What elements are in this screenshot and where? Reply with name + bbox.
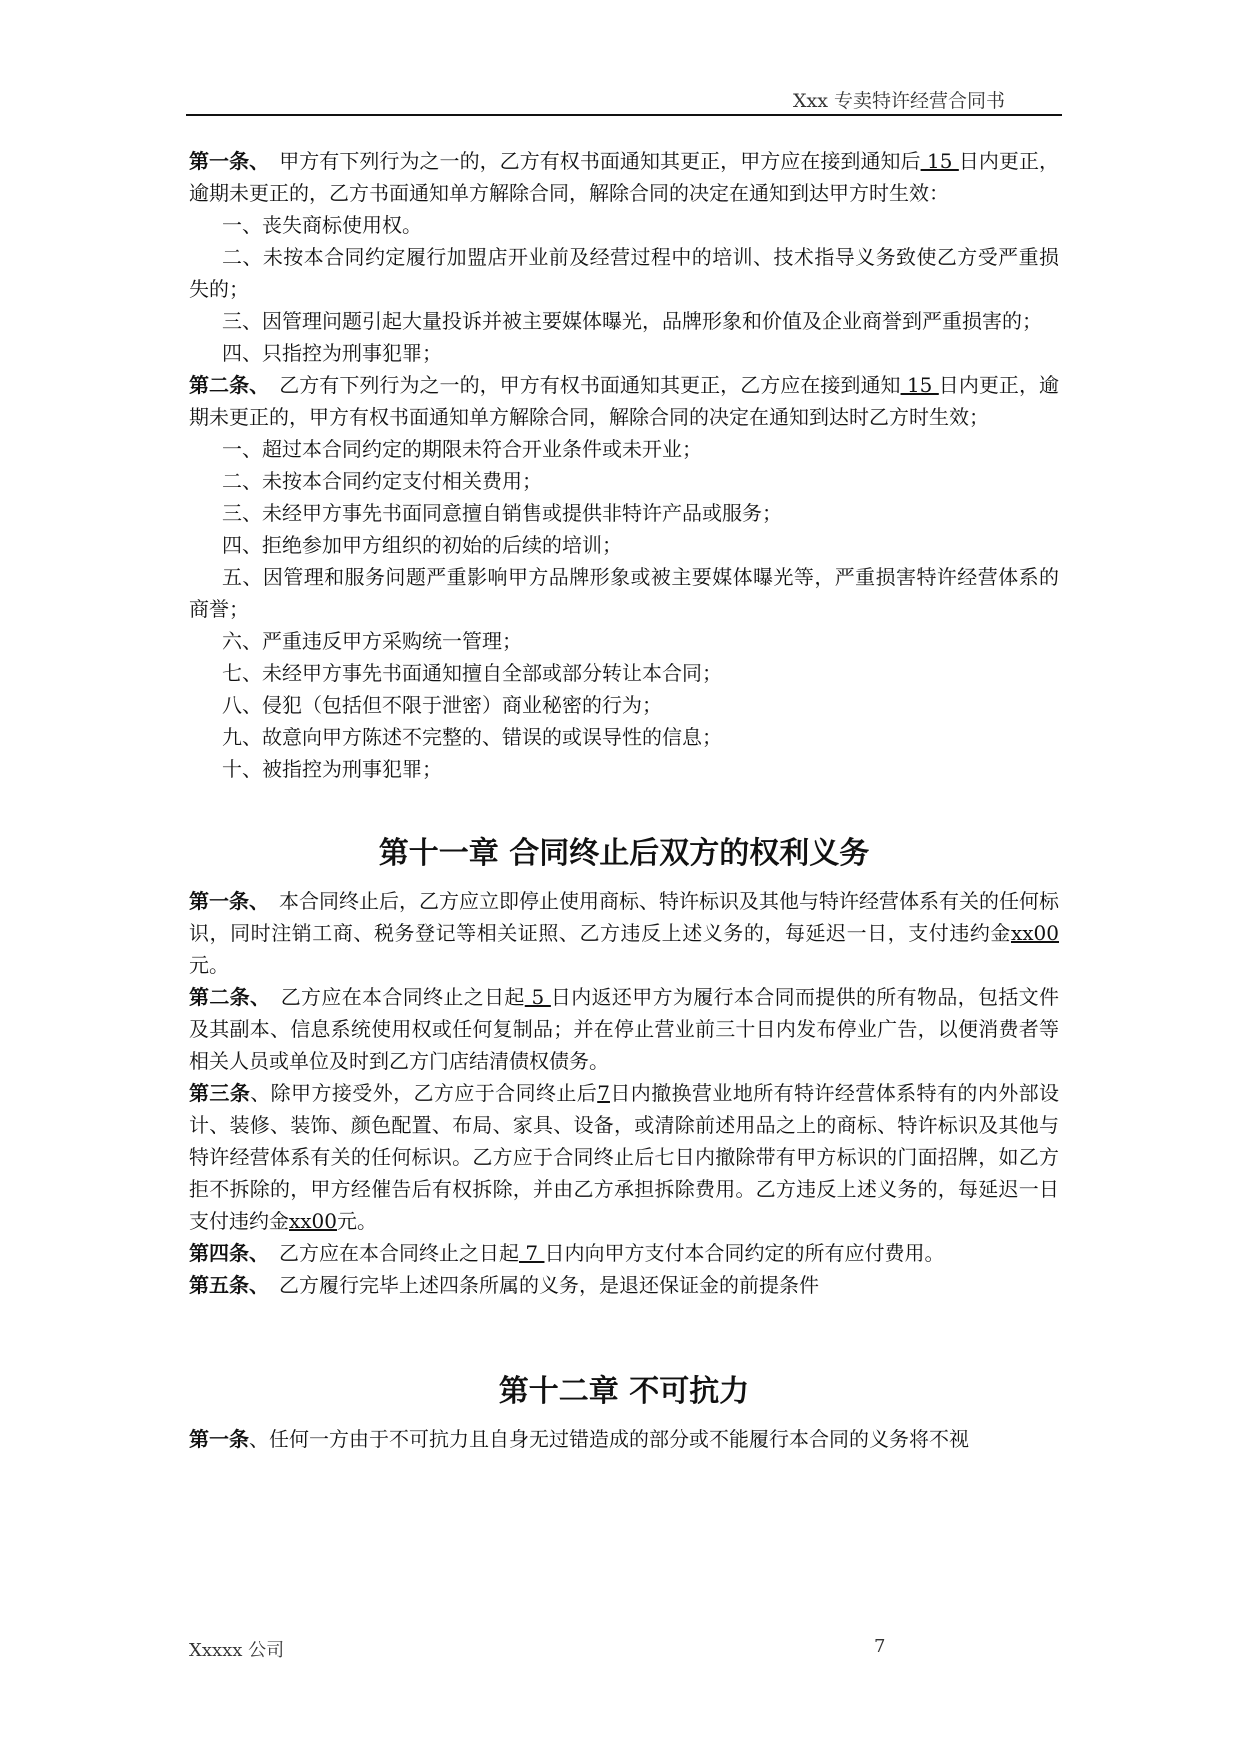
article-label: 第二条、 — [189, 373, 260, 397]
list-item: 三、因管理问题引起大量投诉并被主要媒体曝光，品牌形象和价值及企业商誉到严重损害的； — [222, 309, 1042, 333]
blank-days: 7 — [597, 1081, 610, 1105]
article-1 — [189, 145, 1059, 209]
article-2 — [189, 369, 1059, 433]
article-text: 日内返还甲方为履行本合同而提供的所有物品，包括文件及其副本、信息系统使用权或任何复制品；并在停止营业前三十日内发布停业广告，以便消费者等相关人员或单位及时到乙方门店结清债权债务。 — [189, 985, 1060, 1073]
article-text: 日内撤换营业地所有特许经营体系特有的内外部设计、装修、装饰、颜色配置、布局、家具、设备，或清除前述用品之上的商标、特许标识及其他与特许经营体系有关的任何标识。乙方应于合同终止后七日内撤除带有甲方标识的门面招牌，如乙方拒不拆除的，甲方经催告后有权拆除，并由乙方承担拆除费用。乙方违反上述义务的，每延迟一日支付违约金 — [189, 1081, 1060, 1233]
article-text: 本合同终止后，乙方应立即停止使用商标、特许标识及其他与特许经营体系有关的任何标识，同时注销工商、税务登记等相关证照、乙方违反上述义务的，每延迟一日，支付违约金 — [189, 889, 1059, 945]
article-text: 日内向甲方支付本合同约定的所有应付费用。 — [544, 1241, 945, 1265]
blank-days: 15 — [920, 149, 959, 173]
article-text: 乙方应在本合同终止之日起 — [260, 985, 525, 1009]
article-label: 第五条、 — [189, 1273, 259, 1297]
article-text: 甲方有下列行为之一的，乙方有权书面通知其更正，甲方应在接到通知后 — [259, 149, 921, 173]
article-text: 元。 — [189, 953, 229, 977]
article-label: 第三条 — [189, 1081, 251, 1105]
blank-amount: xx00 — [289, 1209, 338, 1233]
blank-days: 15 — [900, 373, 939, 397]
list-item: 十、被指控为刑事犯罪； — [222, 757, 442, 781]
ch11-article-2 — [189, 981, 1059, 1077]
chapter-12-title: 第十二章 不可抗力 — [498, 1374, 750, 1409]
list-item: 四、拒绝参加甲方组织的初始的后续的培训； — [222, 533, 622, 557]
ch11-article-1 — [189, 885, 1059, 981]
list-item: 一、丧失商标使用权。 — [222, 213, 422, 237]
list-item: 九、故意向甲方陈述不完整的、错误的或误导性的信息； — [222, 725, 722, 749]
article-label: 第一条、 — [189, 889, 259, 913]
list-item: 五、因管理和服务问题严重影响甲方品牌形象或被主要媒体曝光等，严重损害特许经营体系的商誉； — [189, 565, 1059, 621]
document-body — [189, 145, 1059, 1455]
article-text: 日内更正，逾期未更正的，乙方书面通知单方解除合同，解除合同的决定在通知到达甲方时生效： — [189, 149, 1059, 205]
list-item: 二、未按本合同约定支付相关费用； — [222, 469, 542, 493]
page-number: 7 — [874, 1636, 886, 1657]
list-item: 七、未经甲方事先书面通知擅自全部或部分转让本合同； — [222, 661, 722, 685]
article-label: 第四条、 — [189, 1241, 259, 1265]
list-item: 三、未经甲方事先书面同意擅自销售或提供非特许产品或服务； — [222, 501, 782, 525]
article-text: 日内更正，逾期未更正的，甲方有权书面通知单方解除合同，解除合同的决定在通知到达时乙方时生效； — [189, 373, 1060, 429]
ch11-article-3 — [189, 1077, 1059, 1237]
article-text: 乙方有下列行为之一的，甲方有权书面通知其更正，乙方应在接到通知 — [259, 373, 901, 397]
page-header — [0, 86, 1241, 116]
article-text: 、任何一方由于不可抗力且自身无过错造成的部分或不能履行本合同的义务将不视 — [249, 1427, 969, 1451]
article-label: 第一条、 — [189, 149, 260, 173]
article-label: 第一条 — [189, 1427, 249, 1451]
blank-days: 7 — [519, 1241, 545, 1265]
list-item: 四、只指控为刑事犯罪； — [222, 341, 442, 365]
blank-amount: xx00 — [1010, 921, 1059, 945]
header-rule — [186, 114, 1062, 116]
article-text: 元。 — [337, 1209, 378, 1233]
list-item: 一、超过本合同约定的期限未符合开业条件或未开业； — [222, 437, 702, 461]
footer-company: Xxxxx 公司 — [189, 1640, 285, 1661]
ch11-article-5 — [189, 1269, 1059, 1301]
list-item: 八、侵犯（包括但不限于泄密）商业秘密的行为； — [222, 693, 662, 717]
article-text: 、除甲方接受外，乙方应于合同终止后 — [250, 1081, 598, 1105]
list-item: 六、严重违反甲方采购统一管理； — [222, 629, 522, 653]
blank-days: 5 — [524, 985, 551, 1009]
header-title: Xxx 专卖特许经营合同书 — [793, 90, 1005, 112]
ch12-article-1 — [189, 1423, 1059, 1455]
chapter-11-title: 第十一章 合同终止后双方的权利义务 — [378, 836, 870, 871]
ch11-article-4 — [189, 1237, 1059, 1269]
article-text: 乙方履行完毕上述四条所属的义务，是退还保证金的前提条件 — [259, 1273, 819, 1297]
article-text: 乙方应在本合同终止之日起 — [259, 1241, 519, 1265]
article-label: 第二条、 — [189, 985, 261, 1009]
list-item: 二、未按本合同约定履行加盟店开业前及经营过程中的培训、技术指导义务致使乙方受严重损失的； — [189, 245, 1059, 301]
